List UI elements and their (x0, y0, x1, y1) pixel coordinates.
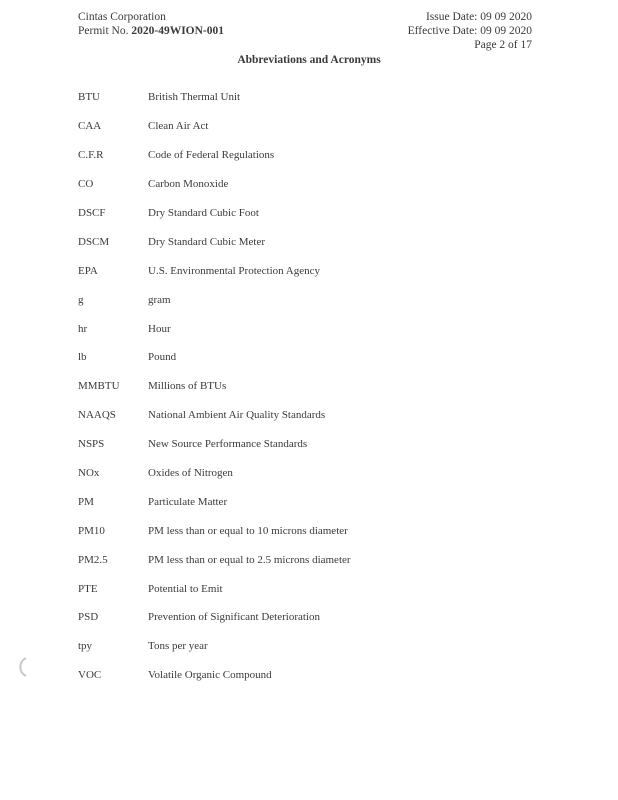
abbreviation: NAAQS (78, 409, 116, 422)
table-row (78, 574, 538, 603)
table-row (78, 430, 538, 459)
abbreviation: CO (78, 178, 94, 191)
table-row (78, 632, 538, 661)
table-row (78, 343, 538, 372)
abbreviation: MMBTU (78, 380, 120, 393)
abbreviation: PM2.5 (78, 553, 108, 566)
definition: Tons per year (148, 640, 208, 653)
table-row (78, 603, 538, 632)
definition: Potential to Emit (148, 582, 223, 595)
company-name: Cintas Corporation (78, 11, 166, 23)
table-row (78, 314, 538, 343)
abbreviation: EPA (78, 264, 98, 277)
abbreviation: g (78, 293, 84, 306)
header-right (408, 10, 532, 52)
header-left (78, 10, 224, 38)
definition: Pound (148, 351, 177, 364)
definition: Volatile Organic Compound (148, 669, 272, 682)
permit-label: Permit No. (78, 25, 129, 37)
abbreviation: BTU (78, 91, 100, 104)
abbreviation: lb (78, 351, 87, 364)
definition: Millions of BTUs (148, 380, 227, 393)
definition: PM less than or equal to 2.5 microns diameter (148, 553, 351, 566)
table-row (78, 661, 538, 690)
table-row (78, 516, 538, 545)
definition: U.S. Environmental Protection Agency (148, 264, 320, 277)
abbreviation: tpy (78, 640, 93, 653)
table-row (78, 285, 538, 314)
definition: Dry Standard Cubic Meter (148, 235, 265, 248)
table-row (78, 83, 538, 112)
table-row (78, 112, 538, 141)
permit-line (78, 24, 224, 38)
definition: Oxides of Nitrogen (148, 467, 233, 480)
abbreviation: VOC (78, 669, 102, 682)
abbreviation: NSPS (78, 438, 105, 451)
definition: Clean Air Act (148, 120, 209, 133)
definition: British Thermal Unit (148, 91, 241, 104)
table-row (78, 227, 538, 256)
abbreviation: PTE (78, 582, 98, 595)
scan-mark-icon (14, 656, 36, 678)
page-number: Page 2 of 17 (474, 39, 532, 51)
abbreviation: DSCM (78, 235, 110, 248)
table-row (78, 401, 538, 430)
table-row (78, 170, 538, 199)
permit-number: 2020-49WION-001 (131, 25, 224, 37)
table-row (78, 372, 538, 401)
abbreviation: PSD (78, 611, 99, 624)
abbreviation: PM10 (78, 524, 105, 537)
definition: gram (148, 293, 171, 306)
definition: Code of Federal Regulations (148, 149, 275, 162)
section-title: Abbreviations and Acronyms (237, 54, 381, 66)
table-row (78, 141, 538, 170)
abbreviations-table (78, 83, 538, 690)
abbreviation: CAA (78, 120, 102, 133)
table-row (78, 545, 538, 574)
abbreviation: NOx (78, 467, 100, 480)
definition: New Source Performance Standards (148, 438, 308, 451)
effective-date: Effective Date: 09 09 2020 (407, 25, 532, 37)
table-row (78, 199, 538, 228)
table-row (78, 487, 538, 516)
abbreviation: C.F.R (78, 149, 104, 162)
definition: Hour (148, 322, 171, 335)
table-row (78, 459, 538, 488)
abbreviation: hr (78, 322, 88, 335)
table-row (78, 256, 538, 285)
abbreviation: PM (78, 495, 94, 508)
definition: Particulate Matter (148, 495, 228, 508)
definition: Carbon Monoxide (148, 178, 229, 191)
definition: PM less than or equal to 10 microns diameter (148, 524, 348, 537)
definition: Prevention of Significant Deterioration (148, 611, 320, 624)
issue-date: Issue Date: 09 09 2020 (425, 11, 532, 23)
abbreviation: DSCF (78, 207, 106, 219)
definition: Dry Standard Cubic Foot (148, 207, 259, 219)
definition: National Ambient Air Quality Standards (148, 409, 326, 422)
